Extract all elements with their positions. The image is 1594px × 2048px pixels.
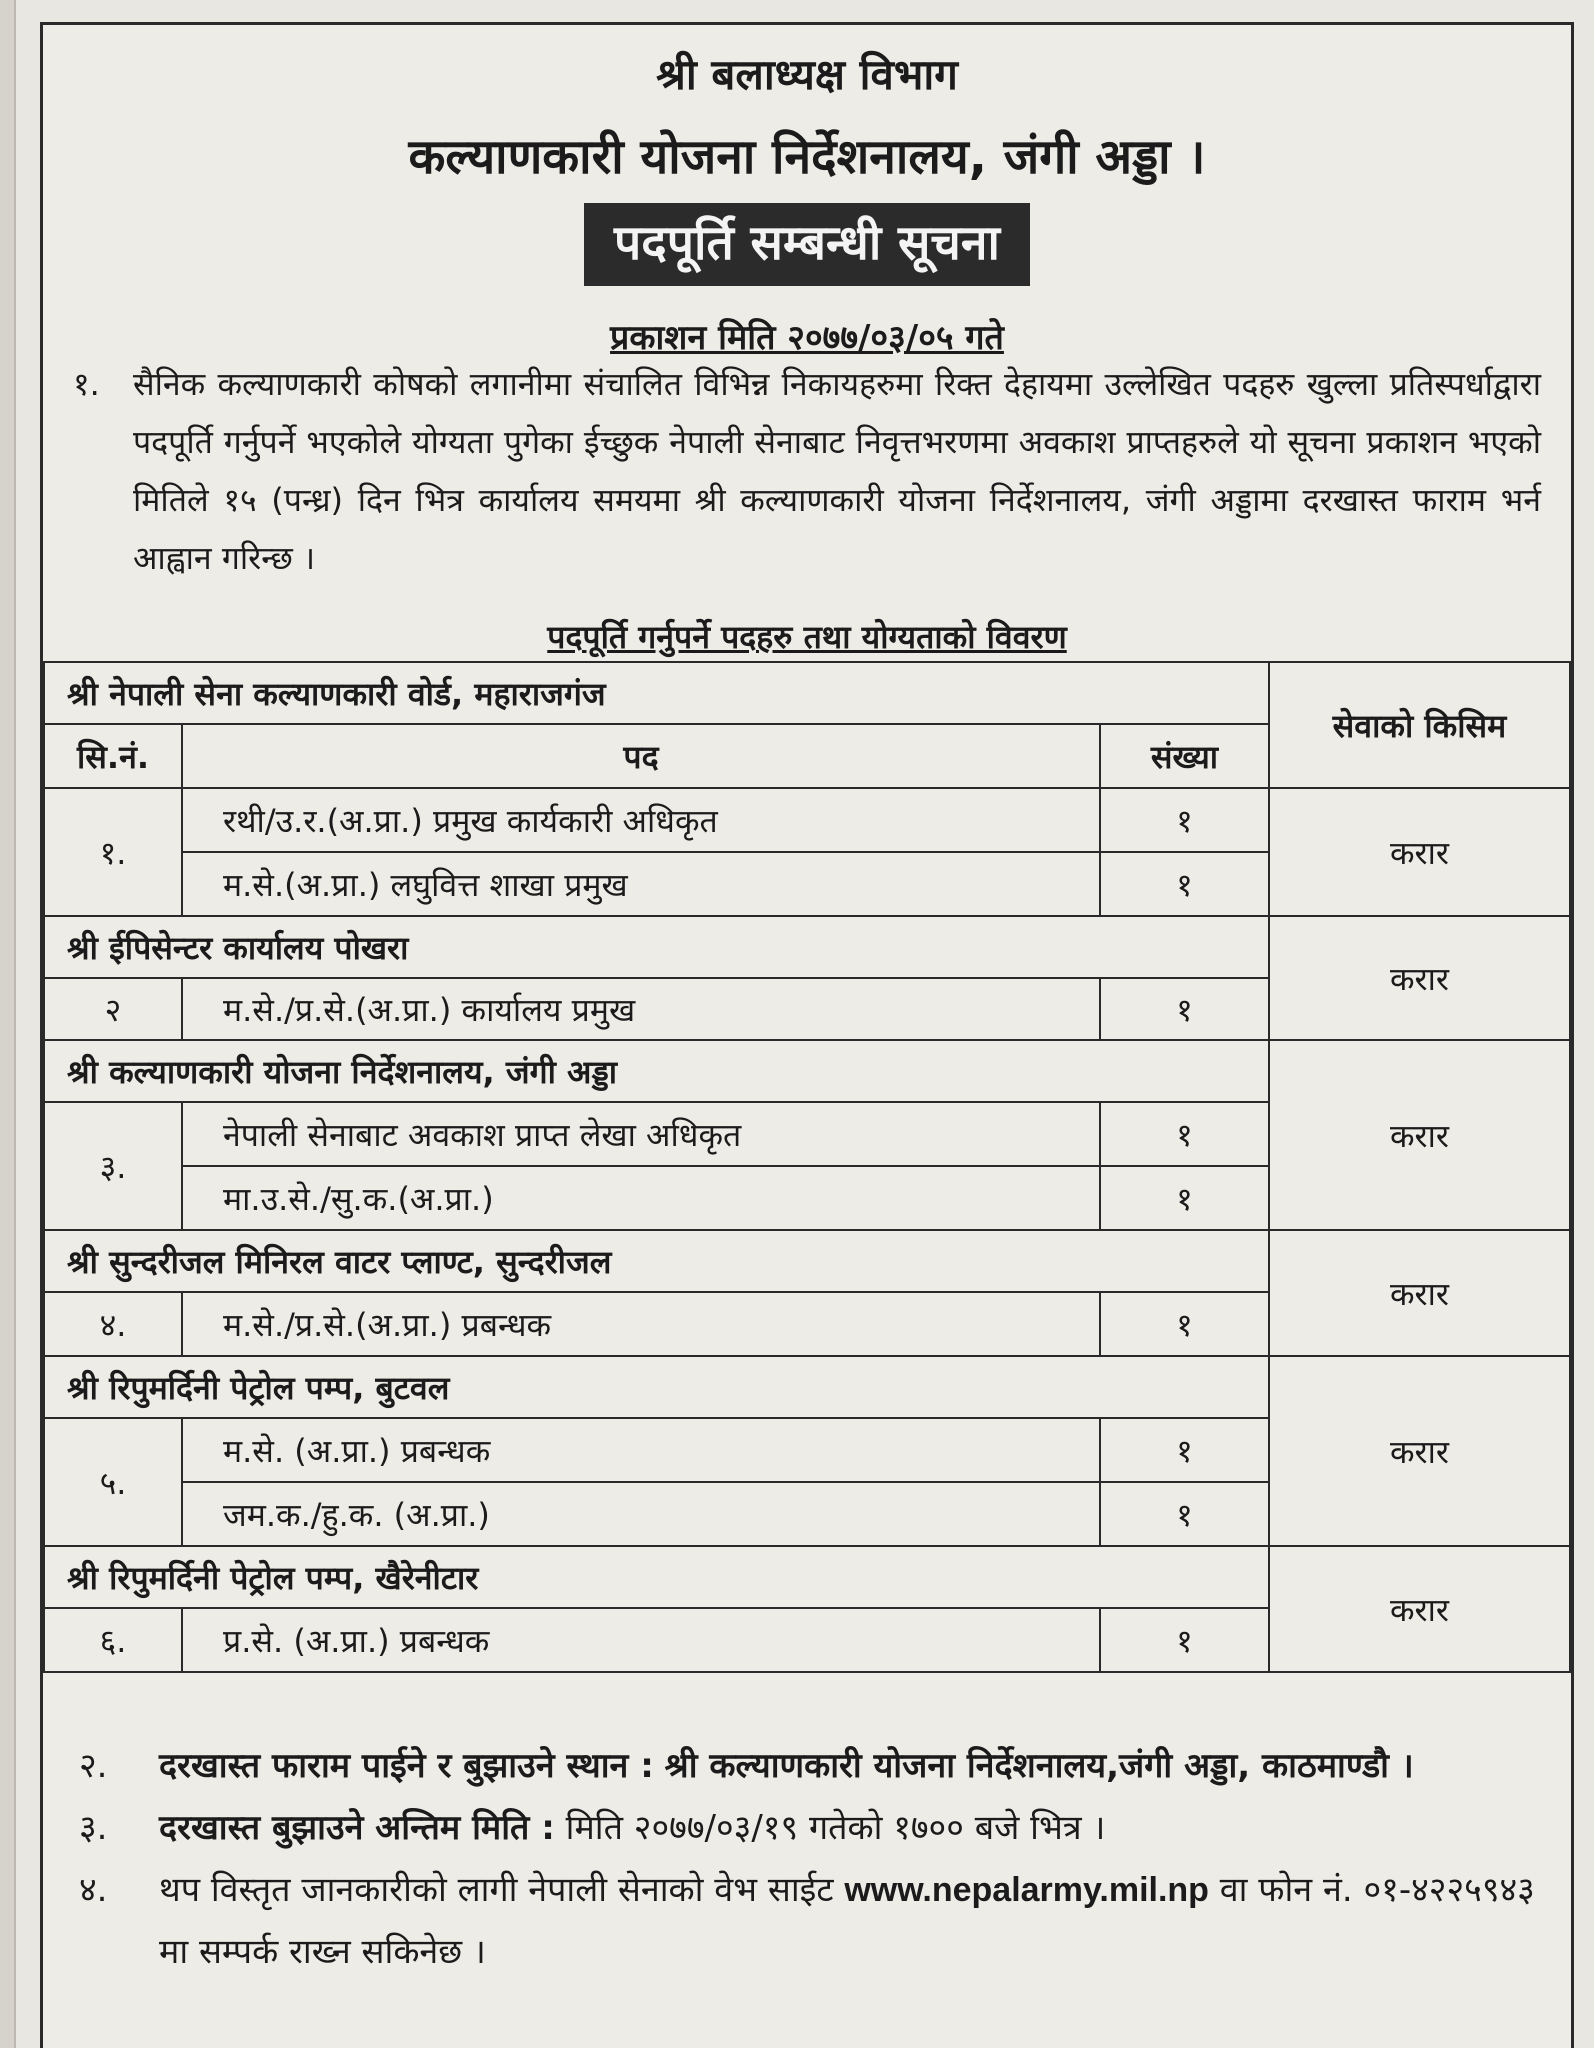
footer-item-4 bbox=[69, 1859, 1545, 1983]
footer-item-3-label: दरखास्त बुझाउने अन्तिम मिति : bbox=[159, 1808, 555, 1848]
group-org-5: श्री रिपुमर्दिनी पेट्रोल पम्प, बुटवल bbox=[43, 1355, 1270, 1419]
group-sn-3: ३. bbox=[43, 1101, 183, 1231]
service-5: करार bbox=[1268, 1355, 1571, 1547]
intro-paragraph bbox=[73, 355, 1541, 587]
header-count: संख्या bbox=[1099, 723, 1270, 789]
service-3: करार bbox=[1268, 1039, 1571, 1231]
table-title bbox=[43, 615, 1571, 658]
footer-item-2-label: दरखास्त फाराम पाईने र बुझाउने स्थान : bbox=[159, 1746, 654, 1786]
footer-item-3-value: मिति २०७७/०३/१९ गतेको १७०० बजे भित्र । bbox=[565, 1808, 1106, 1848]
service-6: करार bbox=[1268, 1545, 1571, 1673]
page-edge bbox=[0, 0, 16, 2048]
footer-notes bbox=[69, 1735, 1545, 1983]
directorate-title: कल्याणकारी योजना निर्देशनालय, जंगी अड्डा । bbox=[408, 129, 1206, 185]
footer-item-2 bbox=[69, 1735, 1545, 1797]
group-org-3: श्री कल्याणकारी योजना निर्देशनालय, जंगी अड्डा bbox=[43, 1039, 1270, 1103]
footer-item-3 bbox=[69, 1797, 1545, 1859]
count-5-1: १ bbox=[1099, 1417, 1270, 1483]
count-3-1: १ bbox=[1099, 1101, 1270, 1167]
post-5-1: म.से. (अ.प्रा.) प्रबन्धक bbox=[181, 1417, 1101, 1483]
service-2: करार bbox=[1268, 915, 1571, 1041]
publication-date-text: प्रकाशन मिति २०७७/०३/०५ गते bbox=[610, 318, 1004, 358]
group-sn-5: ५. bbox=[43, 1417, 183, 1547]
post-1-2: म.से.(अ.प्रा.) लघुवित्त शाखा प्रमुख bbox=[181, 851, 1101, 917]
intro-text: सैनिक कल्याणकारी कोषको लगानीमा संचालित विभिन्न निकायहरुमा रिक्त देहायमा उल्लेखित पदहरु खुल्ला प्रतिस्पर्धाद्वारा पदपूर्ति गर्नुपर्ने भएकोले योग्यता पुगेका ईच्छुक नेपाली सेनाबाट निवृत्तभरणमा अवकाश प्राप्तहरुले यो सूचना प्रकाशन भएको मितिले १५ (पन्ध्र) दिन भित्र कार्यालय समयमा श्री कल्याणकारी योजना निर्देशनालय, जंगी अड्डामा दरखास्त फाराम भर्न आह्वान गरिन्छ । bbox=[133, 365, 1541, 577]
footer-item-2-number: २. bbox=[79, 1746, 108, 1786]
intro-number: १. bbox=[73, 365, 100, 403]
count-6-1: १ bbox=[1099, 1607, 1270, 1673]
notice-document bbox=[40, 22, 1574, 2048]
group-sn-6: ६. bbox=[43, 1607, 183, 1673]
header-service: सेवाको किसिम bbox=[1268, 661, 1571, 789]
post-5-2: जम.क./हु.क. (अ.प्रा.) bbox=[181, 1481, 1101, 1547]
banner-wrap bbox=[43, 203, 1571, 286]
department-title: श्री बलाध्यक्ष विभाग bbox=[656, 50, 958, 99]
group-org-2: श्री ईपिसेन्टर कार्यालय पोखरा bbox=[43, 915, 1270, 979]
publication-date bbox=[43, 313, 1571, 359]
group-sn-4: ४. bbox=[43, 1291, 183, 1357]
service-1: करार bbox=[1268, 787, 1571, 917]
post-3-1: नेपाली सेनाबाट अवकाश प्राप्त लेखा अधिकृत bbox=[181, 1101, 1101, 1167]
count-2-1: १ bbox=[1099, 977, 1270, 1041]
website-link[interactable]: www.nepalarmy.mil.np bbox=[844, 1871, 1209, 1909]
post-6-1: प्र.से. (अ.प्रा.) प्रबन्धक bbox=[181, 1607, 1101, 1673]
count-5-2: १ bbox=[1099, 1481, 1270, 1547]
service-4: करार bbox=[1268, 1229, 1571, 1357]
count-1-1: १ bbox=[1099, 787, 1270, 853]
count-1-2: १ bbox=[1099, 851, 1270, 917]
header-post: पद bbox=[181, 723, 1101, 789]
count-3-2: १ bbox=[1099, 1165, 1270, 1231]
footer-item-4-text-after: वा फोन नं. ०१-४२२५९४३ मा सम्पर्क राख्न सकिनेछ । bbox=[159, 1870, 1535, 1972]
table-title-text: पदपूर्ति गर्नुपर्ने पदहरु तथा योग्यताको विवरण bbox=[547, 618, 1067, 656]
footer-item-3-number: ३. bbox=[79, 1808, 108, 1848]
post-1-1: रथी/उ.र.(अ.प्रा.) प्रमुख कार्यकारी अधिकृत bbox=[181, 787, 1101, 853]
post-3-2: मा.उ.से./सु.क.(अ.प्रा.) bbox=[181, 1165, 1101, 1231]
notice-banner: पदपूर्ति सम्बन्धी सूचना bbox=[584, 203, 1030, 286]
footer-item-4-number: ४. bbox=[79, 1870, 108, 1910]
group-org-1: श्री नेपाली सेना कल्याणकारी वोर्ड, महाराजगंज bbox=[43, 661, 1270, 725]
vacancy-table bbox=[43, 661, 1571, 1731]
group-org-4: श्री सुन्दरीजल मिनिरल वाटर प्लाण्ट, सुन्दरीजल bbox=[43, 1229, 1270, 1293]
group-sn-1: १. bbox=[43, 787, 183, 917]
post-4-1: म.से./प्र.से.(अ.प्रा.) प्रबन्धक bbox=[181, 1291, 1101, 1357]
footer-item-2-value: श्री कल्याणकारी योजना निर्देशनालय,जंगी अड्डा, काठमाण्डौ । bbox=[664, 1746, 1414, 1786]
count-4-1: १ bbox=[1099, 1291, 1270, 1357]
post-2-1: म.से./प्र.से.(अ.प्रा.) कार्यालय प्रमुख bbox=[181, 977, 1101, 1041]
header-sn: सि.नं. bbox=[43, 723, 183, 789]
group-sn-2: २ bbox=[43, 977, 183, 1041]
footer-item-4-text-before: थप विस्तृत जानकारीको लागी नेपाली सेनाको वेभ साईट bbox=[159, 1870, 834, 1910]
group-org-6: श्री रिपुमर्दिनी पेट्रोल पम्प, खैरेनीटार bbox=[43, 1545, 1270, 1609]
